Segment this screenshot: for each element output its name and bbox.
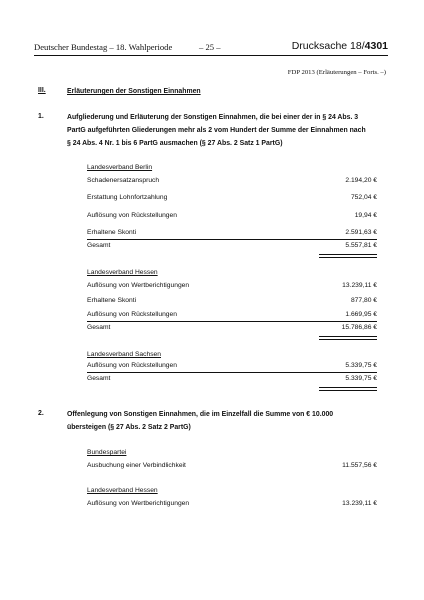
table-row bbox=[87, 297, 377, 307]
table-row bbox=[87, 282, 377, 292]
row-label: Auflösung von Rückstellungen bbox=[87, 311, 177, 318]
total-label: Gesamt bbox=[87, 375, 111, 382]
double-underline bbox=[319, 254, 377, 258]
total-row bbox=[87, 375, 377, 385]
row-label: Auflösung von Rückstellungen bbox=[87, 212, 177, 219]
row-amount: 877,80 € bbox=[350, 297, 377, 304]
row-label: Ausbuchung einer Verbindlichkeit bbox=[87, 462, 186, 469]
point-2-heading: Offenlegung von Sonstigen Einnahmen, die im Einzelfall die Summe von € 10.000 übersteigen (§ 27 Abs. 2 Satz 2 PartG) bbox=[67, 411, 334, 431]
row-label: Auflösung von Wertberichtigungen bbox=[87, 282, 190, 289]
continuation-note: FDP 2013 (Erläuterungen – Forts. –) bbox=[287, 69, 386, 76]
row-amount: 1.669,95 € bbox=[345, 311, 377, 318]
header-page-number: – 25 – bbox=[199, 42, 221, 52]
table-row bbox=[87, 177, 377, 187]
row-label: Erstattung Lohnfortzahlung bbox=[87, 194, 168, 201]
table-row bbox=[87, 462, 377, 472]
document-number: 4301 bbox=[364, 40, 388, 52]
row-label: Erhaltene Skonti bbox=[87, 297, 137, 304]
table-row bbox=[87, 229, 377, 240]
group-title: Landesverband Hessen bbox=[87, 269, 158, 276]
double-underline bbox=[319, 387, 377, 391]
total-label: Gesamt bbox=[87, 324, 111, 331]
group-title: Landesverband Sachsen bbox=[87, 351, 161, 358]
total-amount: 15.786,86 € bbox=[341, 324, 377, 331]
group-title: Bundespartei bbox=[87, 449, 127, 456]
section-title: Erläuterungen der Sonstigen Einnahmen bbox=[67, 88, 201, 95]
table-row bbox=[87, 212, 377, 222]
point-2-number: 2. bbox=[38, 410, 44, 417]
total-row bbox=[87, 324, 377, 334]
row-label: Erhaltene Skonti bbox=[87, 229, 137, 236]
group-title: Landesverband Hessen bbox=[87, 487, 158, 494]
row-amount: 5.339,75 € bbox=[345, 362, 377, 369]
row-amount: 13.239,11 € bbox=[342, 500, 377, 507]
header-document-number bbox=[292, 40, 388, 52]
table-row bbox=[87, 311, 377, 322]
header-periodical: Deutscher Bundestag – 18. Wahlperiode bbox=[34, 42, 173, 52]
row-label: Auflösung von Rückstellungen bbox=[87, 362, 177, 369]
row-amount: 13.239,11 € bbox=[342, 282, 377, 289]
total-amount: 5.339,75 € bbox=[345, 375, 377, 382]
table-row bbox=[87, 500, 377, 510]
total-label: Gesamt bbox=[87, 242, 111, 249]
row-label: Auflösung von Wertberichtigungen bbox=[87, 500, 190, 507]
row-amount: 752,04 € bbox=[350, 194, 377, 201]
point-1-number: 1. bbox=[38, 113, 44, 120]
row-amount: 19,94 € bbox=[354, 212, 377, 219]
double-underline bbox=[319, 336, 377, 340]
row-amount: 2.591,63 € bbox=[345, 229, 377, 236]
row-label: Schadenersatzanspruch bbox=[87, 177, 160, 184]
total-row bbox=[87, 242, 377, 252]
section-number: III. bbox=[38, 87, 46, 94]
group-title: Landesverband Berlin bbox=[87, 164, 153, 171]
header-rule bbox=[34, 55, 388, 56]
document-prefix: Drucksache 18/ bbox=[291, 40, 365, 52]
point-1-heading: Aufgliederung und Erläuterung der Sonstigen Einnahmen, die bei einer der in § 24 Abs. 3 PartG aufgeführten Gliederungen mehr als 2 vom Hundert der Summe der Einnahmen nach § 24 Abs. 4 Nr. 1 bis 6 PartG ausmachen (§ 27 Abs. 2 Satz 1 PartG) bbox=[67, 114, 366, 147]
total-amount: 5.557,81 € bbox=[345, 242, 377, 249]
table-row bbox=[87, 194, 377, 204]
row-amount: 2.194,20 € bbox=[345, 177, 377, 184]
table-row bbox=[87, 362, 377, 373]
row-amount: 11.557,56 € bbox=[342, 462, 377, 469]
